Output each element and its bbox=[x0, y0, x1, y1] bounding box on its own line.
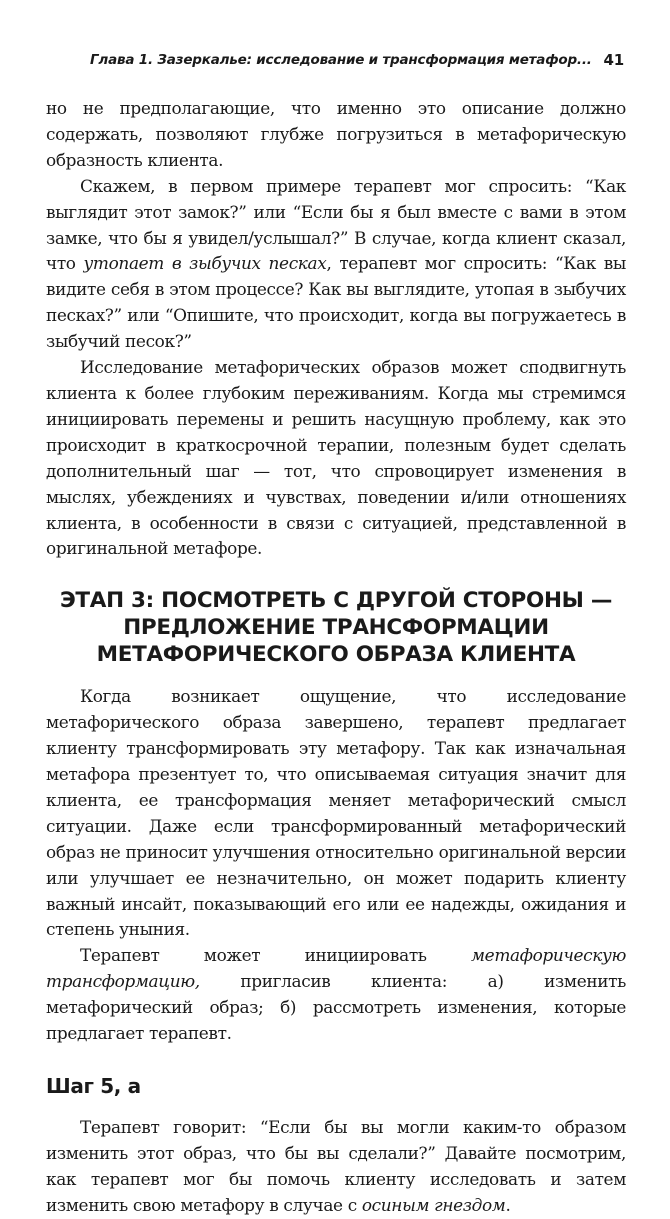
paragraph-text: Скажем, в первом примере терапевт мог спросить: “Как выглядит этот замок?” или “Если бы я был вместе с вами в этом замке, что бы я увидел/услышал?” В случае, когда клиент сказал, что bbox=[46, 175, 626, 274]
paragraph-text: Исследование метафорических образов может сподвигнуть клиента к более глубоким переживаниям. Когда мы стремимся инициировать перемены и решить насущную проблему, как это происходит в краткосрочной терапии, полезным будет сделать дополнительный шаг — тот, что спровоцирует изменения в мыслях, убеждениях и чувствах, поведении и/или отношениях клиента, в особенности в связи с ситуацией, представленной в оригинальной метафоре. bbox=[46, 357, 626, 559]
section-heading bbox=[46, 587, 626, 668]
paragraph-text: , терапевт мог спросить: “Как вы видите себя в этом процессе? Как вы выглядите, утопая в зыбучих песках?” или “Опишите, что происходит, когда вы погружаетесь в зыбучий песок?” bbox=[46, 253, 627, 352]
paragraph-transformation bbox=[46, 684, 626, 943]
section-heading-line: ПРЕДЛОЖЕНИЕ ТРАНСФОРМАЦИИ bbox=[123, 615, 549, 641]
paragraph-text: Когда возникает ощущение, что исследование метафорического образа завершено, терапевт предлагает клиенту трансформировать эту метафору. Так как изначальная метафора презентует то, что описываемая ситуация значит для клиента, ее трансформация меняет метафорический смысл ситуации. Даже если трансформированный метафорический образ не приносит улучшения относительно оригинальной версии или улучшает ее незначительно, он может подарить клиенту важный инсайт, показывающий его или ее надежды, ожидания и степень уныния. bbox=[46, 686, 626, 940]
paragraph-step-five bbox=[46, 1115, 626, 1219]
paragraph-text: Терапевт может инициировать bbox=[80, 945, 472, 966]
paragraph-text: но не предполагающие, что именно это описание должно содержать, позволяют глубже погрузиться в метафорическую образность клиента. bbox=[46, 98, 626, 170]
section-heading-line: МЕТАФОРИЧЕСКОГО ОБРАЗА КЛИЕНТА bbox=[96, 642, 576, 668]
paragraph-initiate bbox=[46, 943, 626, 1047]
page-number: 41 bbox=[603, 51, 624, 69]
emphasis-text: метафорическую трансформацию, bbox=[46, 945, 626, 992]
paragraph-castle-example bbox=[46, 174, 626, 355]
paragraph-text: . bbox=[505, 1194, 511, 1215]
page-body bbox=[46, 96, 626, 1219]
step-heading: Шаг 5, а bbox=[46, 1074, 141, 1098]
paragraph-text: пригласив клиента: а) изменить метафорический образ; б) рассмотреть изменения, которые предлагает терапевт. bbox=[46, 971, 626, 1044]
emphasis-text: осиным гнездом bbox=[361, 1194, 506, 1215]
paragraph-exploration bbox=[46, 355, 626, 562]
emphasis-text: утопает в зыбучих песках bbox=[83, 253, 327, 274]
paragraph-text: Терапевт говорит: “Если бы вы могли каким-то образом изменить этот образ, что бы вы сделали?” Давайте посмотрим, как терапевт мог бы помочь клиенту исследовать и затем изменить свою метафору в случае с bbox=[46, 1117, 626, 1215]
section-heading-line: ЭТАП 3: ПОСМОТРЕТЬ С ДРУГОЙ СТОРОНЫ — bbox=[59, 588, 613, 614]
paragraph-continuation bbox=[46, 96, 626, 174]
chapter-title: Глава 1. Зазеркалье: исследование и трансформация метафор... bbox=[90, 52, 592, 68]
